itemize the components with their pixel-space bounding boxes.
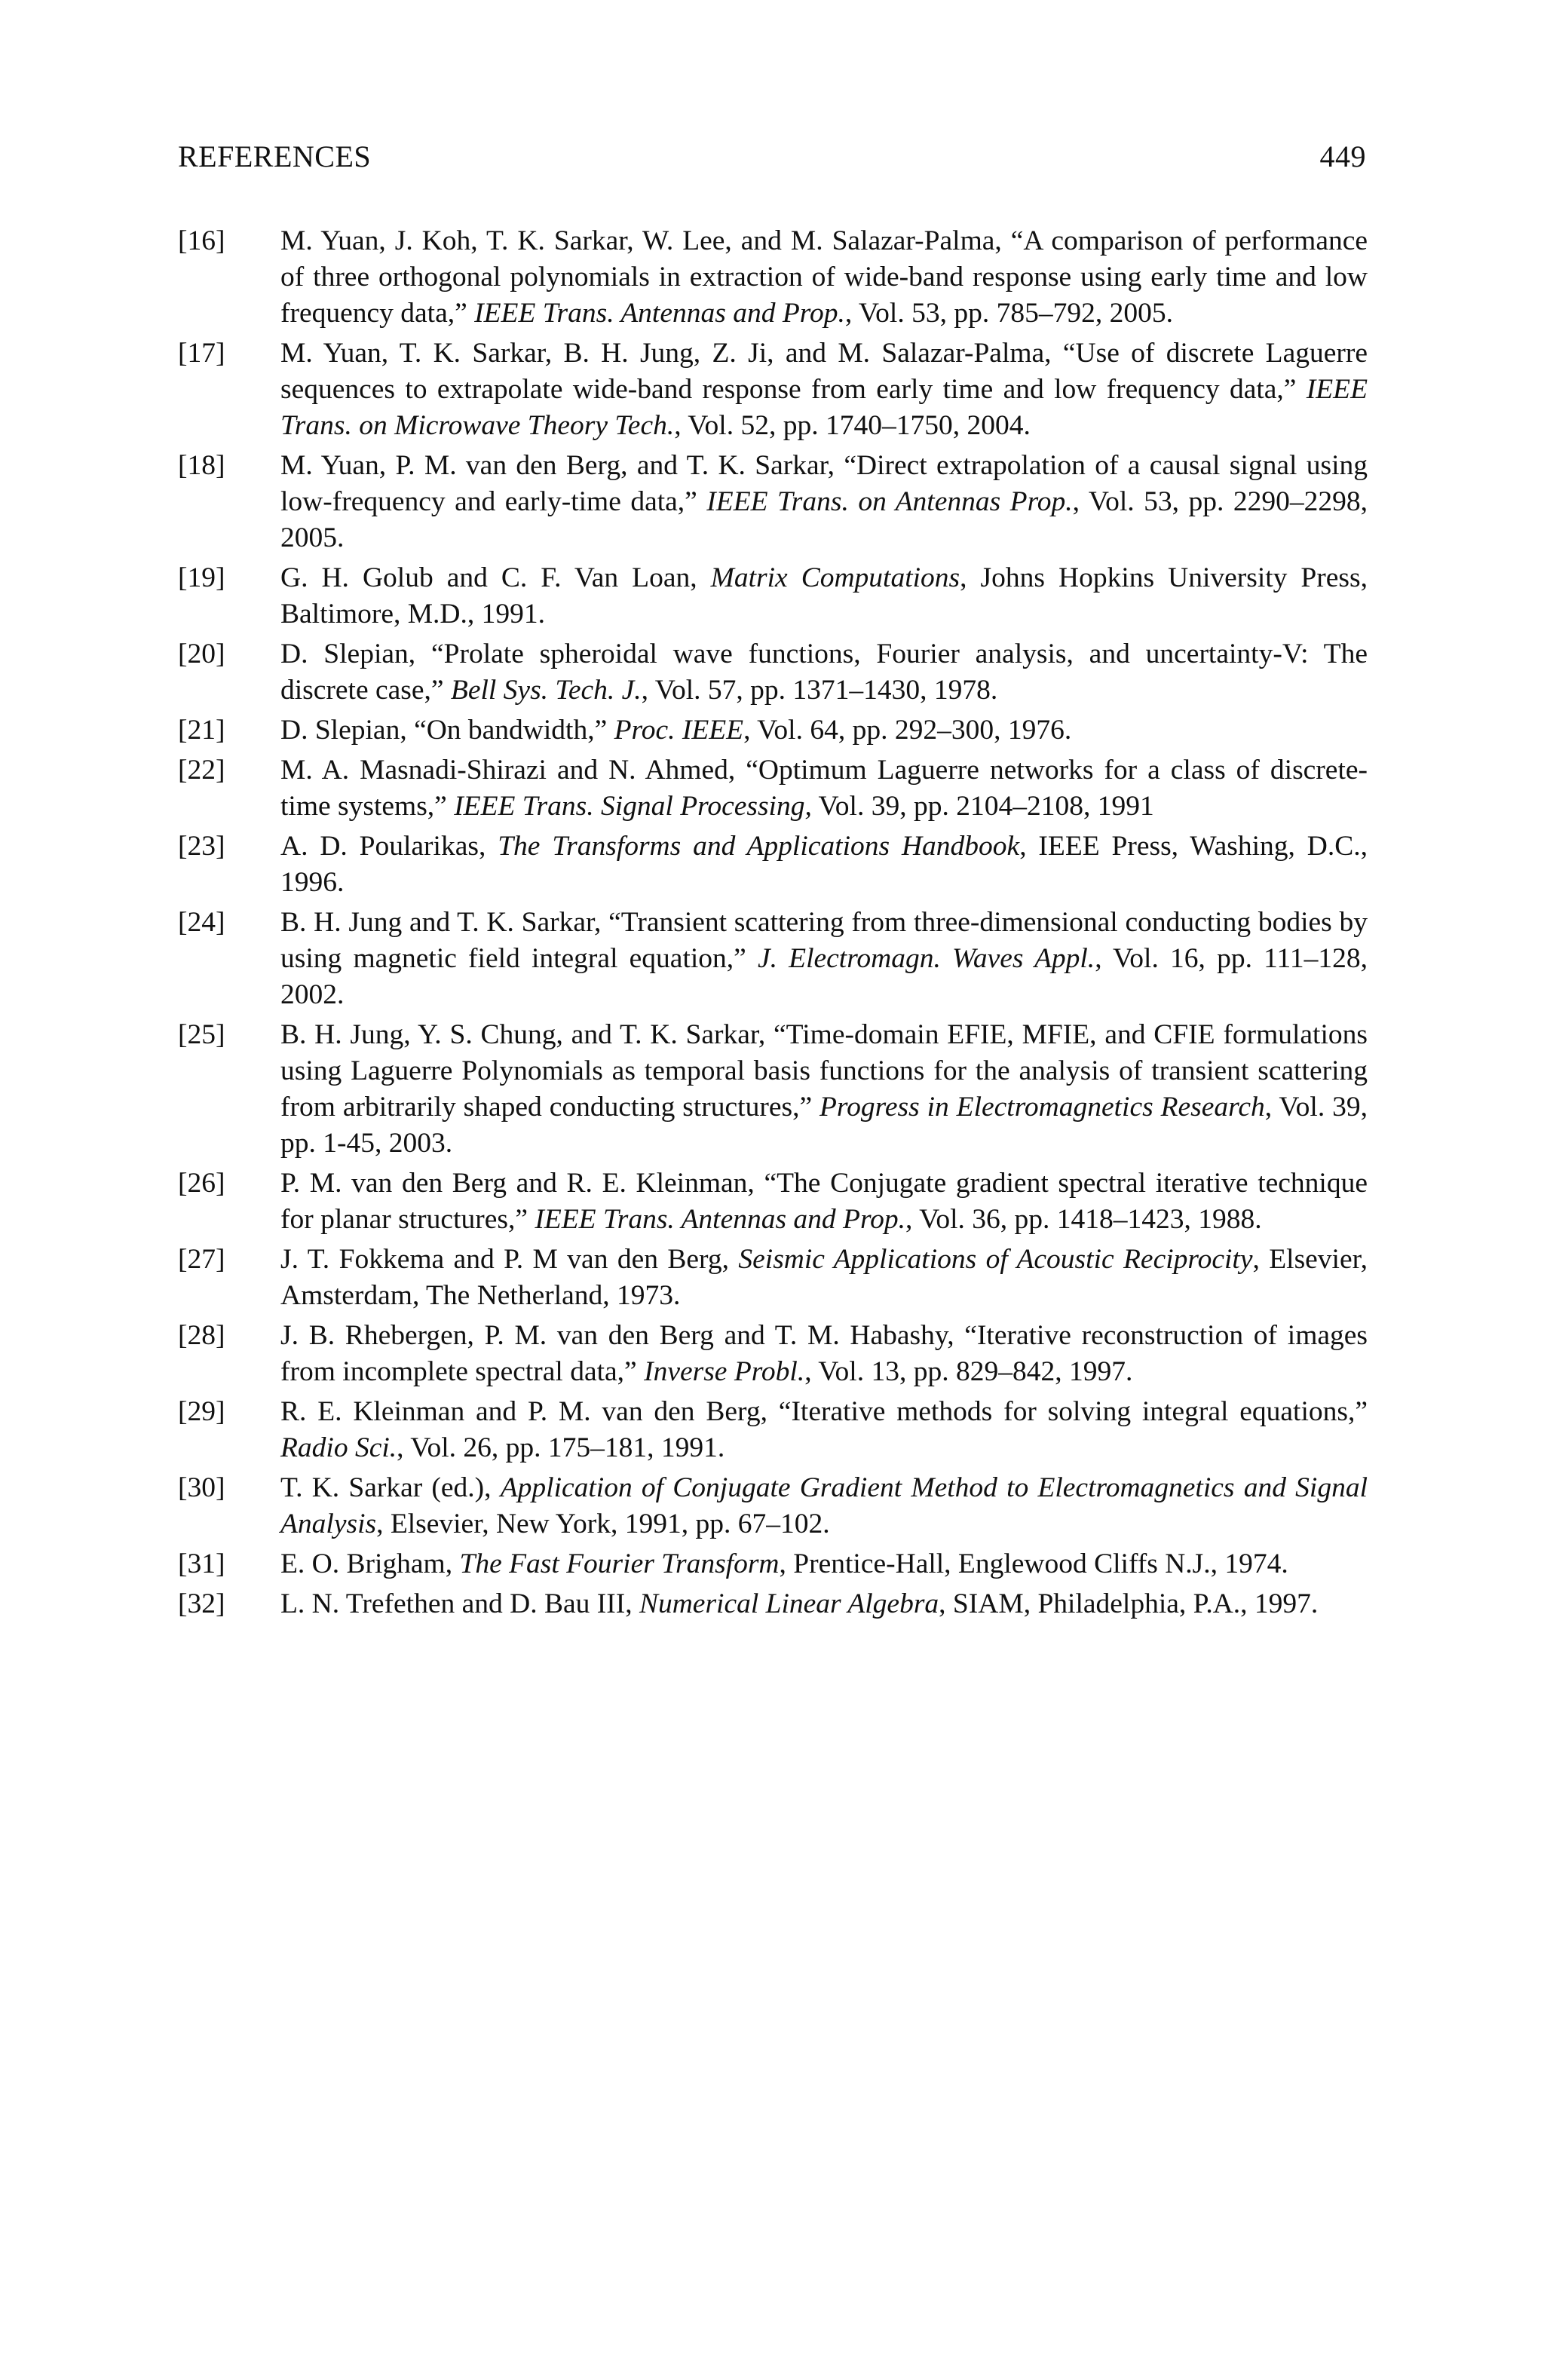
reference-text	[280, 560, 1368, 633]
reference-text	[280, 752, 1368, 825]
reference-text-segment: P. M. van den Berg and R. E. Kleinman, “The Conjugate gradient spectral iterative technique for planar structures,”	[280, 1168, 1368, 1235]
reference-text-segment: , Johns Hopkins University Press, Baltimore, M.D., 1991.	[280, 562, 1368, 629]
reference-number: [25]	[178, 1019, 225, 1050]
reference-text-segment: , Elsevier, Amsterdam, The Netherland, 1973.	[280, 1244, 1368, 1311]
reference-text-segment: , SIAM, Philadelphia, P.A., 1997.	[939, 1588, 1319, 1619]
reference-text-segment: J. T. Fokkema and P. M van den Berg,	[280, 1244, 739, 1275]
reference-number: [18]	[178, 450, 225, 481]
reference-entry	[178, 223, 1368, 332]
reference-italic-title: The Fast Fourier Transform	[459, 1548, 780, 1579]
reference-number: [21]	[178, 715, 225, 746]
reference-entry	[178, 1165, 1368, 1238]
reference-italic-title: Numerical Linear Algebra	[639, 1588, 939, 1619]
reference-italic-title: IEEE Trans. on Antennas Prop.	[706, 486, 1073, 517]
reference-text	[280, 829, 1368, 901]
reference-entry	[178, 1546, 1368, 1582]
reference-text-segment: M. Yuan, P. M. van den Berg, and T. K. Sarkar, “Direct extrapolation of a causal signal using low-frequency and early-time data,”	[280, 450, 1368, 517]
reference-entry	[178, 829, 1368, 901]
reference-text	[280, 1586, 1368, 1622]
reference-italic-title: IEEE Trans. Antennas and Prop.	[474, 298, 845, 329]
reference-number: [26]	[178, 1168, 225, 1199]
reference-number: [31]	[178, 1548, 225, 1579]
reference-entry	[178, 712, 1368, 749]
reference-entry	[178, 335, 1368, 444]
reference-text-segment: , Vol. 39, pp. 1-45, 2003.	[280, 1092, 1368, 1159]
reference-number: [19]	[178, 562, 225, 593]
reference-text	[280, 1394, 1368, 1466]
reference-number: [32]	[178, 1588, 225, 1619]
reference-text-segment: A. D. Poularikas,	[280, 831, 498, 862]
reference-number: [16]	[178, 225, 225, 256]
reference-text	[280, 1318, 1368, 1390]
reference-text	[280, 1165, 1368, 1238]
reference-entry	[178, 636, 1368, 709]
reference-number: [23]	[178, 831, 225, 862]
reference-list	[178, 223, 1368, 1626]
reference-text	[280, 1017, 1368, 1162]
reference-italic-title: IEEE Trans. on Microwave Theory Tech.	[280, 374, 1368, 441]
reference-italic-title: Progress in Electromagnetics Research	[819, 1092, 1265, 1123]
reference-italic-title: Radio Sci.	[280, 1432, 397, 1463]
reference-text-segment: G. H. Golub and C. F. Van Loan,	[280, 562, 711, 593]
reference-text-segment: , Vol. 26, pp. 175–181, 1991.	[397, 1432, 725, 1463]
reference-number: [20]	[178, 639, 225, 669]
reference-text-segment: R. E. Kleinman and P. M. van den Berg, “Iterative methods for solving integral equations,”	[280, 1396, 1368, 1427]
reference-entry	[178, 1470, 1368, 1542]
reference-entry	[178, 905, 1368, 1013]
reference-text-segment: , IEEE Press, Washing, D.C., 1996.	[280, 831, 1368, 898]
reference-number: [28]	[178, 1320, 225, 1351]
page-number: 449	[1319, 139, 1366, 173]
reference-number: [30]	[178, 1472, 225, 1503]
reference-text-segment: , Vol. 53, pp. 785–792, 2005.	[844, 298, 1173, 329]
reference-text-segment: M. Yuan, J. Koh, T. K. Sarkar, W. Lee, and M. Salazar-Palma, “A comparison of performance of three orthogonal polynomials in extraction of wide-band response using early time and low frequency data,”	[280, 225, 1368, 329]
reference-text	[280, 636, 1368, 709]
reference-italic-title: Proc. IEEE	[614, 715, 744, 746]
reference-text-segment: , Elsevier, New York, 1991, pp. 67–102.	[376, 1509, 830, 1539]
reference-text-segment: E. O. Brigham,	[280, 1548, 460, 1579]
reference-text-segment: B. H. Jung and T. K. Sarkar, “Transient scattering from three-dimensional conducting bodies by using magnetic field integral equation,”	[280, 907, 1368, 974]
reference-number: [17]	[178, 338, 225, 369]
reference-italic-title: Matrix Computations	[710, 562, 960, 593]
reference-text	[280, 335, 1368, 444]
reference-italic-title: Seismic Applications of Acoustic Reciprocity	[738, 1244, 1253, 1275]
reference-italic-title: Application of Conjugate Gradient Method to Electromagnetics and Signal Analysis	[280, 1472, 1368, 1539]
reference-text-segment: B. H. Jung, Y. S. Chung, and T. K. Sarkar, “Time-domain EFIE, MFIE, and CFIE formulations using Laguerre Polynomials as temporal basis functions for the analysis of transient scattering from arbitrarily shaped conducting structures,”	[280, 1019, 1368, 1123]
reference-text-segment: L. N. Trefethen and D. Bau III,	[280, 1588, 639, 1619]
reference-text-segment: , Vol. 53, pp. 2290–2298, 2005.	[280, 486, 1368, 553]
reference-entry	[178, 560, 1368, 633]
reference-entry	[178, 1318, 1368, 1390]
reference-text	[280, 448, 1368, 556]
reference-text	[280, 1546, 1368, 1582]
reference-italic-title: IEEE Trans. Antennas and Prop.	[535, 1204, 906, 1235]
reference-entry	[178, 1586, 1368, 1622]
reference-text	[280, 1242, 1368, 1314]
reference-text-segment: , Prentice-Hall, Englewood Cliffs N.J., 1974.	[779, 1548, 1288, 1579]
reference-number: [29]	[178, 1396, 225, 1427]
reference-text	[280, 1470, 1368, 1542]
reference-text-segment: , Vol. 64, pp. 292–300, 1976.	[743, 715, 1072, 746]
reference-text-segment: , Vol. 36, pp. 1418–1423, 1988.	[905, 1204, 1262, 1235]
reference-text	[280, 905, 1368, 1013]
reference-italic-title: J. Electromagn. Waves Appl.	[757, 943, 1095, 974]
reference-italic-title: IEEE Trans. Signal Processing,	[454, 791, 812, 822]
reference-text-segment: T. K. Sarkar (ed.),	[280, 1472, 501, 1503]
reference-text	[280, 223, 1368, 332]
reference-italic-title: Inverse Probl.	[644, 1356, 805, 1387]
reference-text-segment: D. Slepian, “Prolate spheroidal wave functions, Fourier analysis, and uncertainty-V: The discrete case,”	[280, 639, 1368, 706]
reference-entry	[178, 752, 1368, 825]
reference-entry	[178, 1017, 1368, 1162]
reference-number: [22]	[178, 755, 225, 786]
running-head	[178, 136, 1366, 178]
reference-number: [27]	[178, 1244, 225, 1275]
reference-entry	[178, 1394, 1368, 1466]
reference-entry	[178, 1242, 1368, 1314]
reference-text-segment: Vol. 39, pp. 2104–2108, 1991	[811, 791, 1154, 822]
reference-text-segment: , Vol. 52, pp. 1740–1750, 2004.	[674, 410, 1031, 441]
reference-text	[280, 712, 1368, 749]
reference-text-segment: , Vol. 57, pp. 1371–1430, 1978.	[641, 675, 998, 706]
section-title: REFERENCES	[178, 139, 372, 173]
reference-text-segment: D. Slepian, “On bandwidth,”	[280, 715, 614, 746]
reference-text-segment: M. A. Masnadi-Shirazi and N. Ahmed, “Optimum Laguerre networks for a class of discrete-time systems,”	[280, 755, 1368, 822]
reference-text-segment: J. B. Rhebergen, P. M. van den Berg and T. M. Habashy, “Iterative reconstruction of images from incomplete spectral data,”	[280, 1320, 1368, 1387]
reference-text-segment: , Vol. 13, pp. 829–842, 1997.	[804, 1356, 1133, 1387]
reference-entry	[178, 448, 1368, 556]
reference-italic-title: The Transforms and Applications Handbook	[498, 831, 1020, 862]
reference-text-segment: M. Yuan, T. K. Sarkar, B. H. Jung, Z. Ji, and M. Salazar-Palma, “Use of discrete Laguerre sequences to extrapolate wide-band response from early time and low frequency data,”	[280, 338, 1368, 405]
reference-number: [24]	[178, 907, 225, 938]
reference-italic-title: Bell Sys. Tech. J.	[450, 675, 642, 706]
reference-text-segment: , Vol. 16, pp. 111–128, 2002.	[280, 943, 1368, 1010]
